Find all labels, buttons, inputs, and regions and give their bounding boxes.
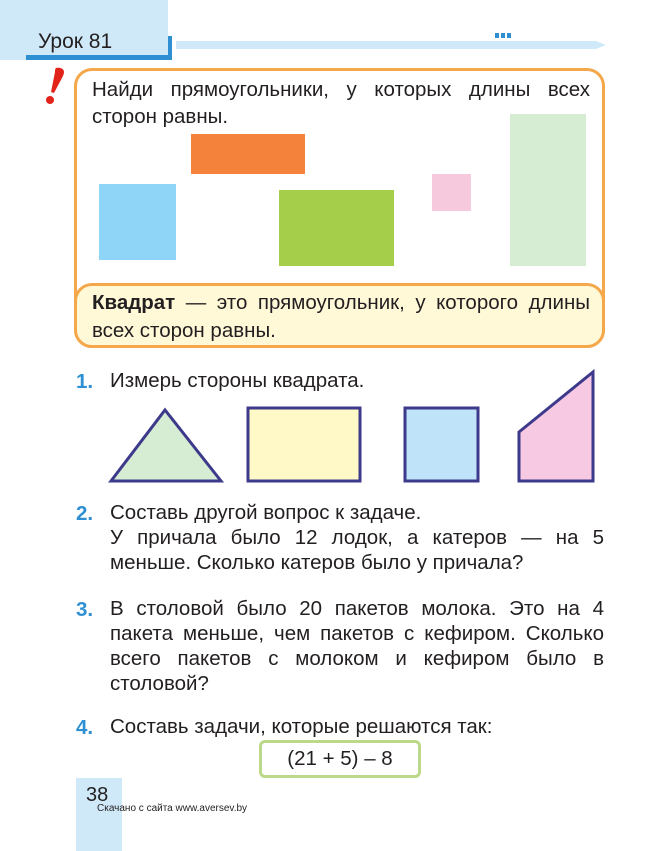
orange-rectangle bbox=[191, 134, 305, 174]
shapes-row bbox=[100, 368, 600, 486]
watermark: Скачано с сайта www.aversev.by bbox=[97, 803, 248, 814]
lesson-underline bbox=[26, 55, 172, 60]
blue-square-shape bbox=[405, 408, 478, 481]
exercise-1-line: Измерь стороны квадрата. bbox=[110, 369, 365, 392]
trapezoid-shape bbox=[519, 372, 593, 481]
exclamation-icon bbox=[42, 66, 68, 106]
lesson-title: Урок 81 bbox=[38, 30, 113, 53]
formula-box: (21 + 5) – 8 bbox=[259, 740, 421, 778]
exercise-4-line: Составь задачи, которые решаются так: bbox=[110, 715, 493, 738]
page-number: 38 bbox=[86, 784, 109, 806]
exercise-3-line: В столовой было 20 пакетов молока. Это на 4 пакета меньше, чем пакетов с кефиром. Сколько всего пакетов с молоком и кефиром было в столовой? bbox=[110, 597, 604, 695]
lesson-tick bbox=[168, 36, 172, 60]
task-text: Найди прямоугольники, у которых длины всех сторон равны. bbox=[92, 78, 590, 128]
blue-square bbox=[99, 184, 176, 260]
triangle-shape bbox=[111, 410, 221, 481]
exercise-2-number: 2. bbox=[76, 502, 94, 525]
pink-square bbox=[432, 174, 471, 211]
definition-term: Квадрат bbox=[92, 291, 176, 314]
exercise-1-number: 1. bbox=[76, 370, 94, 393]
exercise-3-text bbox=[110, 596, 604, 696]
definition-body: — это прямоугольник, у которого длины всех сторон равны. bbox=[92, 291, 590, 342]
exercise-2-line: У причала было 12 лодок, а катеров — на 5 меньше. Сколько катеров было у причала? bbox=[110, 526, 604, 574]
exercise-4-text bbox=[110, 714, 604, 739]
exercise-3-number: 3. bbox=[76, 598, 94, 621]
header-arrow-bar bbox=[176, 40, 606, 50]
exercise-4-number: 4. bbox=[76, 716, 94, 739]
header-dots bbox=[495, 33, 511, 38]
light-green-rectangle bbox=[510, 114, 586, 266]
yellow-rectangle-shape bbox=[248, 408, 360, 481]
definition-text bbox=[92, 289, 590, 345]
exercise-2-line: Составь другой вопрос к задаче. bbox=[110, 501, 422, 524]
exercise-2-text bbox=[110, 500, 604, 575]
green-rectangle bbox=[279, 190, 394, 266]
